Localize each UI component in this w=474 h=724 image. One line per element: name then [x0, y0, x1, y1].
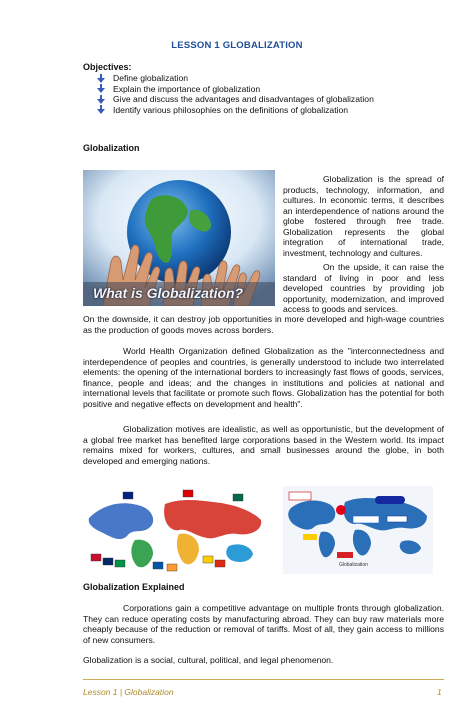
objective-item	[96, 73, 374, 84]
page-number: 1	[437, 687, 442, 697]
image-caption: What is Globalization?	[93, 285, 244, 301]
globe-hands-image	[83, 170, 275, 306]
definition-paragraph: Globalization is the spread of products, technology, information, and cultures. In economic terms, it describes an interdependence of nations around the globe fostered through free trade. Globalization represents the global integration of international trade, investment, technology and cultures.	[283, 174, 444, 258]
objective-item	[96, 94, 374, 105]
page-title: LESSON 1 GLOBALIZATION	[171, 40, 303, 51]
logos-map-caption: Globalization	[339, 562, 368, 568]
flags-world-map-image	[83, 484, 269, 574]
motives-paragraph: Globalization motives are idealistic, as well as opportunistic, but the development of a global free market has benefited large corporations based in the Western world. Its impact remains mixed for workers, cultures, and small businesses around the globe, in both developed and emerging nations.	[83, 424, 444, 466]
footer-divider	[83, 679, 444, 680]
arrow-bullet-icon	[96, 84, 106, 93]
objective-text: Give and discuss the advantages and disadvantages of globalization	[113, 94, 374, 104]
objective-text: Explain the importance of globalization	[113, 83, 261, 94]
downside-paragraph: On the downside, it can destroy job opportunities in more developed and high-wage countries as the production of goods moves across borders.	[83, 314, 444, 335]
objectives-list	[96, 73, 374, 115]
objective-item	[96, 105, 374, 116]
explained-heading: Globalization Explained	[83, 582, 185, 592]
objective-text: Identify various philosophies on the definitions of globalization	[113, 104, 349, 115]
logos-world-map-image	[283, 486, 433, 574]
arrow-bullet-icon	[96, 105, 106, 114]
arrow-bullet-icon	[96, 74, 106, 83]
arrow-bullet-icon	[96, 95, 106, 104]
footer-lesson-label: Lesson 1 | Globalization	[83, 687, 174, 697]
phenomenon-paragraph: Globalization is a social, cultural, political, and legal phenomenon.	[83, 655, 334, 665]
explained-paragraph: Corporations gain a competitive advantage on multiple fronts through globalization. They can reduce operating costs by manufacturing abroad. They can buy raw materials more cheaply because of the reduction or removal of tariffs. Most of all, they gain access to millions of new consumers.	[83, 603, 444, 645]
objective-text: Define globalization	[113, 73, 189, 83]
upside-paragraph: On the upside, it can raise the standard of living in poor and less developed countries by providing job opportunity, modernization, and improved access to goods and services.	[283, 262, 444, 314]
who-definition-paragraph: World Health Organization defined Globalization as the "interconnectedness and interdependence of peoples and countries, is generally understood to include two interrelated elements: the opening of the international borders to increasingly fast flows of goods, services, finance, people and ideas; and the changes in institutions and policies at national and international levels that facilitate or promote such flows. Globalization has the potential for both positive and negative effects on development and health".	[83, 346, 444, 409]
globalization-heading: Globalization	[83, 143, 140, 153]
objectives-heading: Objectives:	[83, 62, 132, 72]
objective-item	[96, 84, 374, 95]
